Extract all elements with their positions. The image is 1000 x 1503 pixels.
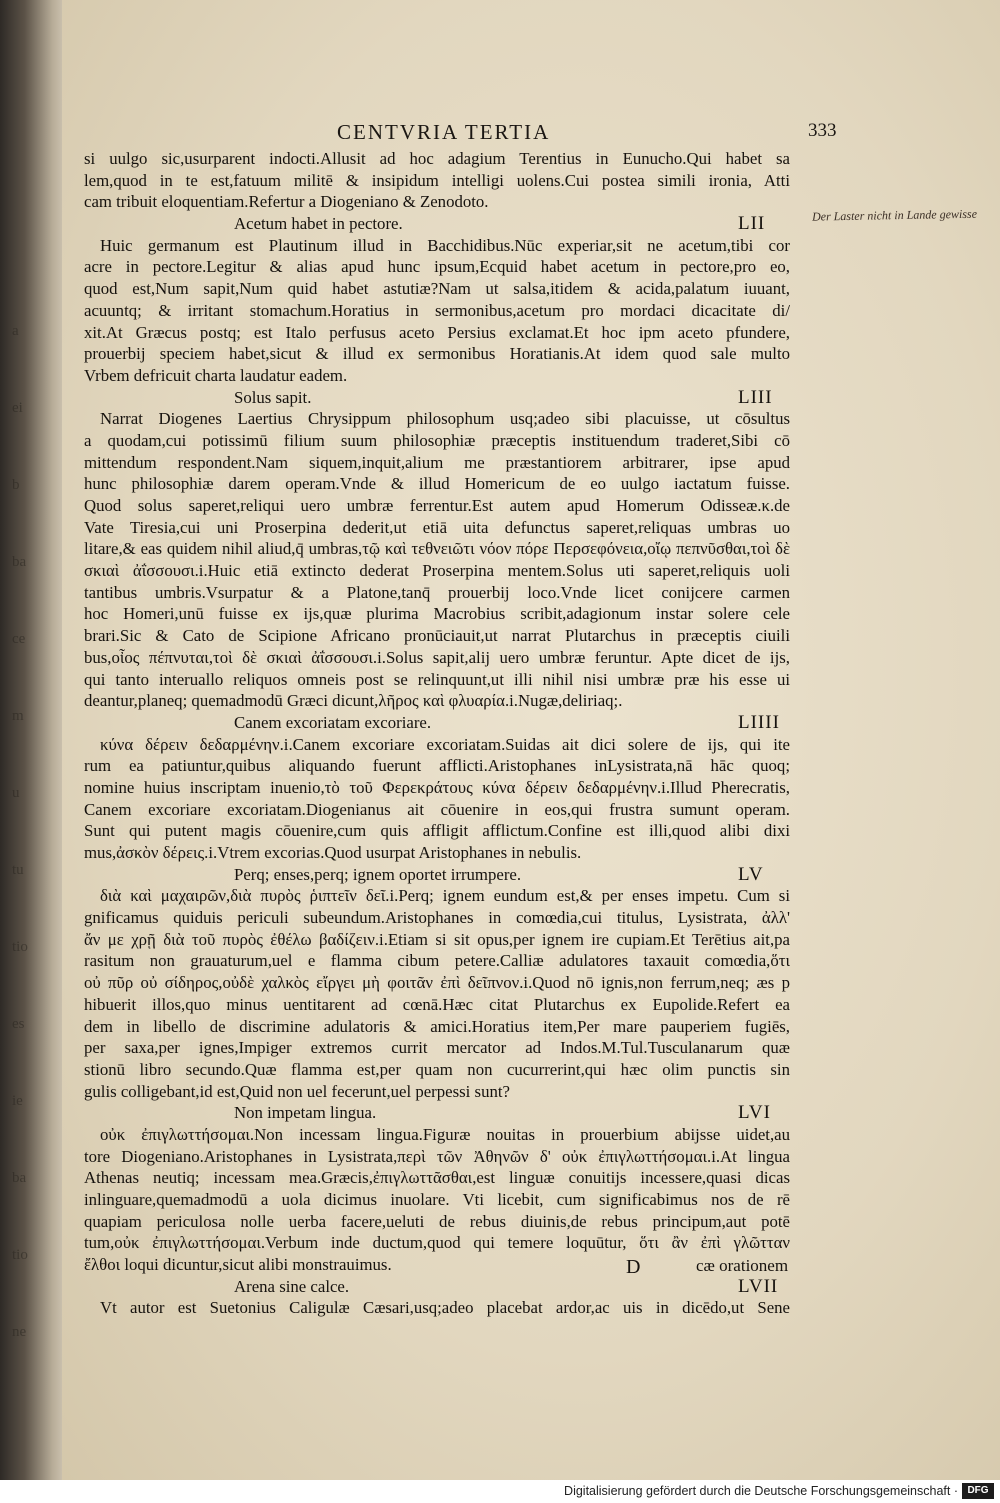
- facing-page-fragment: ie: [12, 1093, 23, 1109]
- text-line: rasitum non grauaturum,uel e flamma cibum petere.Calliæ adulatores taxauit comœdia,ὅτι: [84, 951, 790, 971]
- text-line: gnificamus quiduis periculi subeundum.Aristophanes in comœdia,cui titulus, Lysistrata, ἀλλ': [84, 908, 790, 928]
- text-line: Sunt qui putent magis cōuenire,cum quis affligit afflictum.Confine est illi,quod alibi dixi: [84, 821, 790, 841]
- text-line: inlinguare,quemadmodū a uola dicimus inuolare. Vti licebit, cum significabimus nos de rē: [84, 1190, 790, 1209]
- adage-title: Arena sine calce.: [234, 1276, 350, 1296]
- facing-page-fragment: a: [12, 323, 19, 339]
- facing-page-fragment: ne: [12, 1324, 27, 1340]
- text-line: bus,οἶος πέπνυται,τοὶ δὲ σκιαὶ ἀΐσσουσι.i.Solus sapit,alij uero umbræ feruntur. Apte dicet de ijs,: [84, 647, 790, 667]
- adage-heading: [84, 712, 790, 734]
- text-line: nomine huius inscriptam inuenio,τὸ τοῦ Φερεκράτους κύνα δέρειν δεδαρμένην.i.Illud Pherecratis,: [84, 777, 790, 797]
- text-line: a quodam,cui potissimū filium suum philosophiæ præceptis instituendum traderet,Sibi cō: [84, 430, 790, 450]
- text-line: mus,ἀσκὸν δέρεις.i.Vtrem excorias.Quod usurpat Aristophanes in nebulis.: [84, 843, 582, 862]
- text-line: Quod solus saperet,reliqui uero umbræ ferrentur.Est autem apud Homerum Odisseæ.κ.de: [84, 496, 790, 515]
- text-line: tore Diogeniano.Aristophanes in Lysistrata,περὶ τῶν Ἀθηνῶν δ' οὐκ ἐπιγλωττήσομαι.i.At lingua: [84, 1146, 790, 1166]
- text-line: Vt autor est Suetonius Caligulæ Cæsari,usq;adeo placebat ardor,ac uis in dicēdo,ut Sene: [100, 1298, 790, 1318]
- running-head: [82, 120, 982, 150]
- text-line: tantibus umbris.Vsurpatur & a Platone,tanq̄ prouerbij loco.Vnde licet conijcere carmen: [84, 582, 790, 602]
- facing-page-edge: [0, 0, 70, 1480]
- text-line: prouerbij speciem habet,sicut & illud ex sermonibus Horatianis.At idem quod sale multo: [84, 344, 790, 364]
- adage-title: Non impetam lingua.: [234, 1103, 377, 1123]
- adage-section: [84, 213, 790, 387]
- adage-heading: [84, 1276, 790, 1298]
- adage-heading: [84, 387, 790, 409]
- facing-page-fragment: ba: [12, 554, 27, 570]
- adage-heading: [84, 213, 790, 235]
- adage-title: Canem excoriatam excoriare.: [234, 712, 432, 732]
- text-line: acuuntq; & irritant stomachum.Horatius in sermonibus,acetum pro mordaci dicacitate di/: [84, 300, 790, 320]
- adage-number: LVI: [738, 1102, 771, 1124]
- handwritten-marginal-note: Der Laster nicht in Lande gewisse: [811, 206, 978, 224]
- dfg-logo: DFG: [962, 1483, 994, 1499]
- text-line: ἔλθοι loqui dicuntur,sicut alibi monstrauimus.: [84, 1255, 392, 1275]
- facing-page-text-fragments: [12, 320, 52, 1420]
- adage-title: Solus sapit.: [234, 387, 312, 407]
- facing-page-fragment: es: [12, 1016, 25, 1032]
- catchword: cæ orationem: [696, 1256, 789, 1275]
- adage-number: LII: [738, 213, 766, 235]
- text-line: si uulgo sic,usurparent indocti.Allusit ad hoc adagium Terentius in Eunucho.Qui habet sa: [84, 149, 790, 168]
- text-line: per saxa,per ignes,Impiger extremos currit mercator ad Indos.M.Tul.Tusculanarum quæ: [84, 1038, 790, 1058]
- adage-number: LIII: [738, 386, 773, 408]
- facing-page-fragment: u: [12, 785, 20, 801]
- adage-section: [84, 1102, 790, 1276]
- text-line: Vrbem defricuit charta laudatur eadem.: [84, 365, 348, 385]
- text-line: gulis colligebant,id est,Quid non uel fecerunt,uel perpessi sunt?: [84, 1081, 510, 1101]
- facing-page-fragment: tio: [12, 939, 28, 955]
- text-line: Narrat Diogenes Laertius Chrysippum philosophum usq;adeo sibi placuisse, ut cōsultus: [100, 409, 790, 429]
- text-line: οὐ πῦρ οὐ σίδηρος,οὐδὲ χαλκὸς εἴργει μὴ φοιτᾶν ἐπὶ δεῖπνον.i.Quod nō ignis,non ferrum,neq; æs p: [84, 973, 790, 993]
- adage-number: LVII: [738, 1275, 779, 1297]
- facing-page-fragment: ce: [12, 631, 26, 647]
- text-line: stionū libro secundo.Quæ flamma est,per quam non cucurrerint,qui hæc olim punctis sin: [84, 1059, 790, 1079]
- opening-paragraph: [84, 148, 790, 213]
- adage-number: LV: [738, 863, 764, 885]
- text-line: mittendum respondent.Nam siquem,inquit,alium me præstantiorem arbitrarer, ipse apud: [84, 452, 790, 472]
- adage-heading: [84, 864, 790, 886]
- folio-number: 333: [808, 120, 837, 141]
- footer-credit: Digitalisierung gefördert durch die Deutsche Forschungsgemeinschaft ·: [564, 1484, 958, 1498]
- facing-page-fragment: ei: [12, 400, 23, 416]
- adage-title: Acetum habet in pectore.: [234, 214, 403, 234]
- adage-heading: [84, 1102, 790, 1124]
- running-head-title: CENTVRIA TERTIA: [337, 120, 551, 144]
- facing-page-fragment: b: [12, 477, 20, 493]
- text-line: Vate Tiresia,cui uni Proserpina dederit,ut etiā uita defunctus saperet,reliquas umbras uo: [84, 517, 790, 537]
- text-line: Huic germanum est Plautinum illud in Bacchidibus.Nūc experiar,sit ne acetum,tibi cor: [100, 235, 790, 255]
- text-line: σκιαὶ ἀΐσσουσι.i.Huic etiā extincto dederat Proserpina mentem.Solus uti saperet,reliquis uoli: [84, 561, 790, 581]
- facing-page-fragment: m: [12, 708, 24, 724]
- adage-section: [84, 1276, 790, 1319]
- text-line: qui tanto interuallo reliquos omneis post se relinquunt,ut illi nihil nisi umbræ præ his esse ui: [84, 669, 790, 689]
- text-line: κύνα δέρειν δεδαρμένην.i.Canem excoriare excoriatam.Suidas ait dici solere de ijs, qui ite: [100, 734, 790, 754]
- text-line: rum ea patiuntur,quibus aliquando fuerunt afflicti.Aristophanes inLysistrata,nā hāc quoq;: [84, 756, 790, 776]
- facing-page-fragment: tu: [12, 862, 24, 878]
- footer-bar: [0, 1480, 1000, 1503]
- text-line: hunc philosophiæ darem operam.Vnde & illud Homericum de eo uulgo iactatum fuisse.: [84, 474, 790, 494]
- text-line: hibuerit illos,quo minus uentitarent ad cœnā.Hæc citat Plutarchus ex Eupolide.Refert ea: [84, 994, 790, 1014]
- text-line: deantur,planeq; quemadmodū Græci dicunt,λῆρος καὶ φλυαρία.i.Nugæ,deliriaq;.: [84, 691, 623, 711]
- text-block: [84, 148, 790, 1318]
- adage-sections: [84, 213, 790, 1319]
- text-line: cam tribuit eloquentiam.Refertur a Diogeniano & Zenodoto.: [84, 192, 489, 212]
- text-line: dem in libello de discrimine adulatoris & amici.Horatius item,Per mare pauperiem fugiēs,: [84, 1016, 790, 1036]
- adage-section: [84, 864, 790, 1103]
- adage-number: LIIII: [738, 711, 780, 733]
- adage-section: [84, 712, 790, 864]
- text-line: οὐκ ἐπιγλωττήσομαι.Non incessam lingua.Figuræ nouitas in prouerbium abijsse uidet,au: [100, 1124, 790, 1144]
- text-line: Canem excoriare excoriatam.Diogenianus ait cōuenire in eos,qui frustra sumunt operam.: [84, 799, 790, 819]
- text-line: lem,quod in te est,fatuum militē & insipidum intelligi uolens.Cui postea simili ironia, Atti: [84, 170, 790, 190]
- text-line: brari.Sic & Cato de Scipione Africano pronūciauit,ut narrat Plutarchus in præceptis ciuili: [84, 626, 790, 646]
- facing-page-fragment: tio: [12, 1247, 28, 1263]
- text-line: acre in pectore.Legitur & alias apud hunc ipsum,Ecquid habet acetum in pectore,pro eo,: [84, 257, 790, 277]
- adage-section: [84, 387, 790, 712]
- facing-page-fragment: ba: [12, 1170, 27, 1186]
- text-line: litare,& eas quidem nihil aliud,q̄ umbras,τῷ καὶ τεθνειῶτι νόον πόρε Περσεφόνεια,οἴῳ πεπνῦσθαι,τοὶ δὲ: [84, 539, 790, 559]
- text-line: xit.At Græcus postq; est Italo perfusus aceto Persius exclamat.Et hoc ipm aceto pfundere,: [84, 322, 790, 342]
- adage-title: Perq; enses,perq; ignem oportet irrumpere.: [234, 864, 522, 884]
- text-line: Athenas neutiq; incessam mea.Græcis,ἐπιγλωττᾶσθαι,est linguæ conuitijs incessere,quasi dicas: [84, 1168, 790, 1188]
- text-line: hoc Homeri,unū fuisse ex ijs,quæ plurima Macrobius scribit,adagionum instar solere cele: [84, 604, 790, 624]
- signature-mark: D: [626, 1256, 641, 1278]
- text-line: quod est,Num sapit,Num quid habet astutiæ?Nam ut salsa,itidem & acida,palatum iuuant,: [84, 279, 790, 299]
- text-line: ἄν με χρῇ διὰ τοῦ πυρὸς ἐθέλω βαδίζειν.i.Etiam si sit opus,per ignem ire cupiam.Et Terētius ait,pa: [84, 929, 790, 949]
- text-line: διὰ καὶ μαχαιρῶν,διὰ πυρὸς ῥιπτεῖν δεῖ.i.Perq; ignem eundum est,& per enses impetu. Cum si: [100, 886, 790, 906]
- text-line: quapiam periculosa nolle uerba facere,ueluti de rebus diuinis,de rebus principum,aut potē: [84, 1211, 790, 1231]
- text-line: tum,οὐκ ἐπιγλωττήσομαι.Verbum inde ductum,quod qui temere loquūtur, ὅτι ἂν ἐπὶ γλῶτταν: [84, 1233, 790, 1253]
